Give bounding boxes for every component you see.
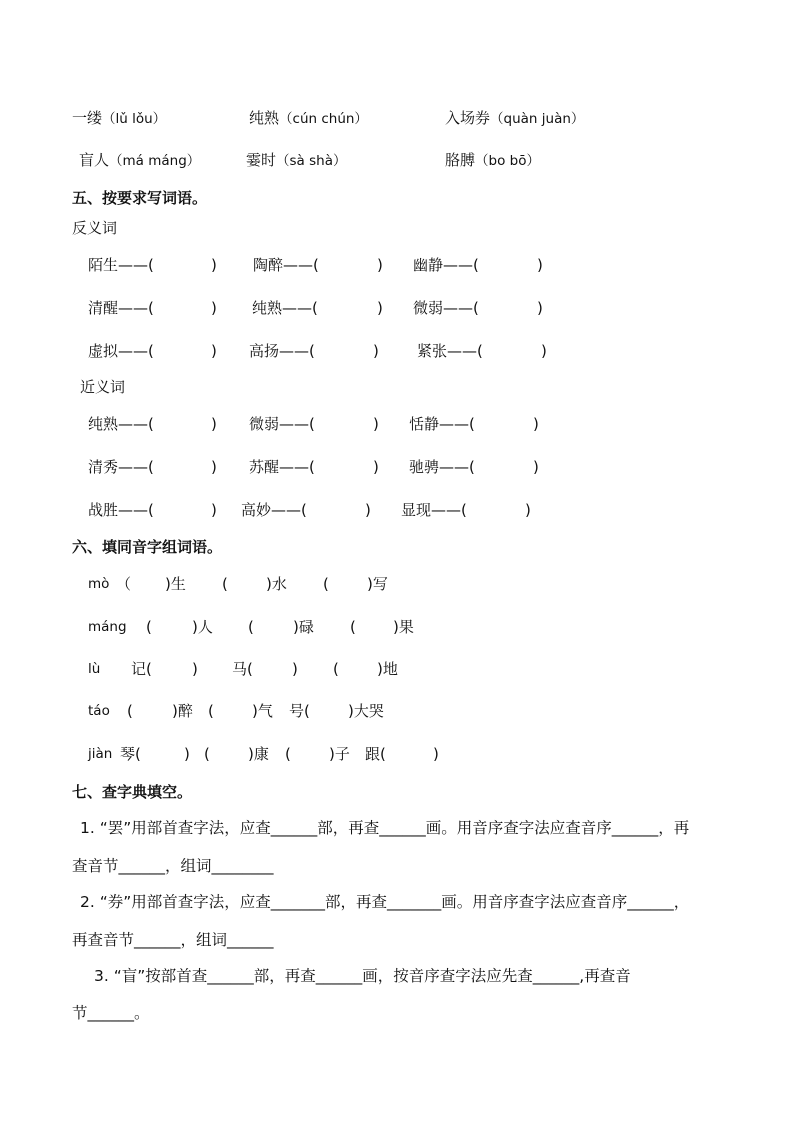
- pinyin-item: 盲人（má máng）: [79, 151, 201, 169]
- pinyin-label: jiàn: [88, 746, 113, 762]
- answer-blank[interactable]: (: [208, 702, 214, 720]
- word-part: 号(: [289, 702, 310, 720]
- word-part: 跟(: [365, 745, 386, 763]
- word-part: )水: [266, 575, 287, 593]
- answer-blank[interactable]: (: [333, 660, 339, 678]
- word-part: )气: [252, 702, 273, 720]
- answer-blank[interactable]: ): [537, 299, 543, 317]
- answer-blank[interactable]: ): [377, 256, 383, 274]
- section-six-title: 六、填同音字组词语。: [72, 538, 223, 556]
- synonym-item: 显现——(: [401, 501, 467, 519]
- antonym-item: 纯熟——(: [252, 299, 318, 317]
- antonym-item: 虚拟——(: [88, 342, 154, 360]
- pinyin-label: lù: [88, 661, 101, 677]
- answer-blank[interactable]: ): [292, 660, 298, 678]
- word-part: 马(: [232, 660, 253, 678]
- answer-blank[interactable]: ): [184, 745, 190, 763]
- pinyin-item: 纯熟（cún chún）: [249, 109, 368, 127]
- synonym-item: 恬静——(: [409, 415, 475, 433]
- answer-blank[interactable]: (: [127, 702, 133, 720]
- answer-blank[interactable]: ): [211, 256, 217, 274]
- synonym-item: 战胜——(: [88, 501, 154, 519]
- antonym-item: 微弱——(: [413, 299, 479, 317]
- answer-blank[interactable]: (: [146, 618, 152, 636]
- word-part: 记(: [131, 660, 152, 678]
- question-1-line-1: 1. “罢”用部首查字法，应查______部，再查______画。用音序查字法应查音序______，再: [80, 819, 690, 837]
- word-part: 琴(: [120, 745, 141, 763]
- answer-blank[interactable]: (: [222, 575, 228, 593]
- word-part: )生: [165, 575, 186, 593]
- answer-blank[interactable]: ): [433, 745, 439, 763]
- answer-blank[interactable]: (: [350, 618, 356, 636]
- pinyin-label: táo: [88, 703, 110, 719]
- answer-blank[interactable]: ): [211, 299, 217, 317]
- word-part: )写: [367, 575, 388, 593]
- question-3-line-2: 节______。: [72, 1004, 150, 1022]
- pinyin-item: 霎时（sà shà）: [246, 151, 347, 169]
- answer-blank[interactable]: ): [377, 299, 383, 317]
- word-part: )大哭: [348, 702, 384, 720]
- pinyin-label: mò: [88, 576, 110, 592]
- pinyin-item: 胳膊（bo bō）: [445, 151, 540, 169]
- answer-blank[interactable]: (: [285, 745, 291, 763]
- answer-blank[interactable]: ): [211, 458, 217, 476]
- word-part: )碌: [293, 618, 314, 636]
- synonym-item: 清秀——(: [88, 458, 154, 476]
- answer-blank[interactable]: ): [211, 342, 217, 360]
- antonym-item: 高扬——(: [249, 342, 315, 360]
- pinyin-label: máng: [88, 619, 127, 635]
- synonym-label: 近义词: [80, 378, 126, 396]
- answer-blank[interactable]: ): [373, 458, 379, 476]
- synonym-item: 驰骋——(: [409, 458, 475, 476]
- synonym-item: 高妙——(: [241, 501, 307, 519]
- answer-blank[interactable]: ): [211, 415, 217, 433]
- antonym-label: 反义词: [72, 219, 118, 237]
- word-part: )康: [248, 745, 269, 763]
- answer-blank[interactable]: ): [533, 458, 539, 476]
- answer-blank[interactable]: ): [373, 415, 379, 433]
- question-2-line-1: 2. “券”用部首查字法，应查_______部，再查_______画。用音序查字法应查音序______，: [80, 893, 690, 911]
- section-seven-title: 七、查字典填空。: [72, 783, 193, 801]
- question-3-line-1: 3. “盲”按部首查______部，再查______画，按音序查字法应先查______,再查音: [94, 967, 631, 985]
- synonym-item: 纯熟——(: [88, 415, 154, 433]
- answer-blank[interactable]: (: [323, 575, 329, 593]
- question-1-line-2: 查音节______，组词________: [72, 857, 274, 875]
- antonym-item: 陶醉——(: [253, 256, 319, 274]
- word-part: )果: [393, 618, 414, 636]
- pinyin-item: 入场券（quàn juàn）: [445, 109, 585, 127]
- answer-blank[interactable]: (: [204, 745, 210, 763]
- answer-blank[interactable]: ): [192, 660, 198, 678]
- section-five-title: 五、按要求写词语。: [72, 189, 208, 207]
- answer-blank[interactable]: （: [116, 575, 132, 593]
- synonym-item: 微弱——(: [249, 415, 315, 433]
- synonym-item: 苏醒——(: [249, 458, 315, 476]
- answer-blank[interactable]: ): [373, 342, 379, 360]
- antonym-item: 幽静——(: [413, 256, 479, 274]
- answer-blank[interactable]: ): [537, 256, 543, 274]
- word-part: )醉: [172, 702, 193, 720]
- antonym-item: 紧张——(: [417, 342, 483, 360]
- word-part: )地: [377, 660, 398, 678]
- answer-blank[interactable]: ): [533, 415, 539, 433]
- antonym-item: 陌生——(: [88, 256, 154, 274]
- word-part: )子: [329, 745, 350, 763]
- answer-blank[interactable]: ): [365, 501, 371, 519]
- answer-blank[interactable]: (: [248, 618, 254, 636]
- answer-blank[interactable]: ): [211, 501, 217, 519]
- question-2-line-2: 再查音节______，组词______: [72, 931, 274, 949]
- answer-blank[interactable]: ): [541, 342, 547, 360]
- antonym-item: 清醒——(: [88, 299, 154, 317]
- pinyin-item: 一缕（lǔ lǒu）: [72, 109, 167, 127]
- word-part: )人: [192, 618, 213, 636]
- answer-blank[interactable]: ): [525, 501, 531, 519]
